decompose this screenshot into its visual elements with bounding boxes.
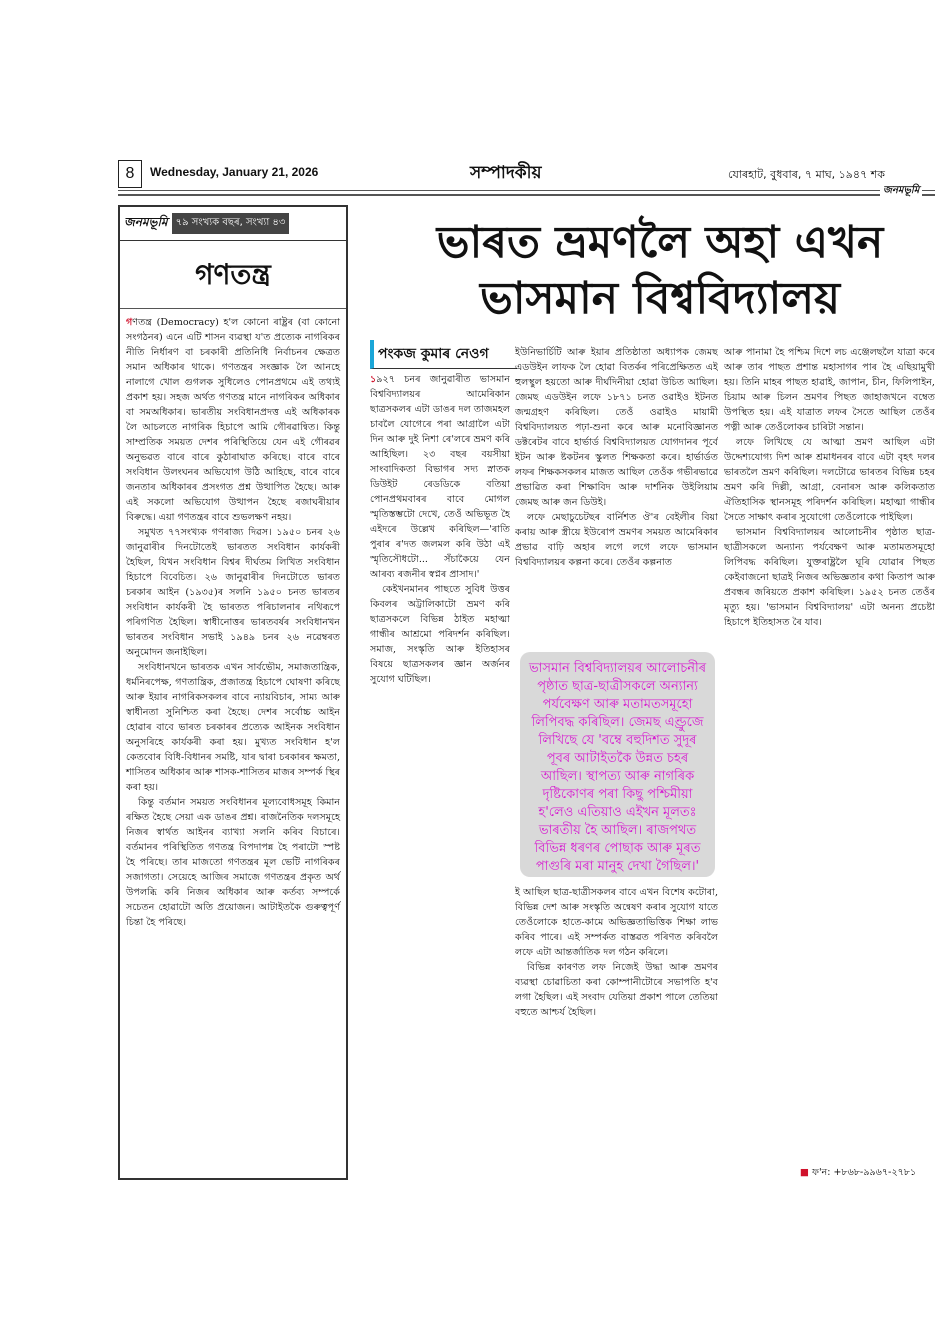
section-title: সম্পাদকীয় <box>470 163 542 183</box>
paragraph: সমুখত ৭৭সংখ্যক গণৰাজ্য দিৱস। ১৯৫০ চনৰ ২৬ জানুৱাৰীৰ দিনটোতেই ভাৰতত সংবিধান কাৰ্যকৰী হৈছিল, যিখন সংবিধান বিশ্বৰ দীৰ্ঘতম লিখিত সংবিধান হিচাপে বিবেচিত। ২৬ জানুৱাৰীৰ দিনটোতে ভাৰত চৰকাৰ আইন (১৯৩৫)ৰ সলনি ১৯৫০ চনত ভাৰতৰ সংবিধান কাৰ্যকৰী হৈ ভাৰতত পৰিচালনাৰ নথিৰূপে পৰিগণিত হৈছিল। স্বাধীনোত্তৰ ভাৰতবৰ্ষৰ সংবিধানখন ভাৰতৰ সংবিধান সভাই ১৯৪৯ চনৰ ২৬ নৱেম্বৰত অনুমোদন জনাইছিল। <box>126 527 340 658</box>
article-column-1 <box>370 372 510 1180</box>
paragraph: কিন্তু বৰ্তমান সময়ত সংবিধানৰ মূল্যবোধসমূহ কিমান ৰক্ষিত হৈছে সেয়া এক ডাঙৰ প্ৰশ্ন। ৰাজনৈতিক দলসমূহে নিজৰ স্বাৰ্থত আইনৰ ব্যাখ্যা সলনি কৰিব বিচাৰে। বৰ্তমানৰ পৰিস্থিতিত গণতন্ত্ৰ বিপদাপন্ন হৈ পৰাটো স্পষ্ট হৈ পৰিছে। তাৰ মাজতো গণতন্ত্ৰৰ মূল ভেটি নাগৰিকৰ সজাগতা। সেয়েহে আজিৰ সমাজে গণতন্ত্ৰৰ প্ৰকৃত অৰ্থ উপলব্ধি কৰি নিজৰ অধিকাৰ আৰু কৰ্তব্য সম্পৰ্কে সচেতন হোৱাটো অতি প্ৰয়োজন। আটাইতকৈ গুৰুত্বপূৰ্ণ চিন্তা হৈ পৰিছে। <box>126 797 340 928</box>
article-column-2-top <box>515 345 718 650</box>
pull-quote: ভাসমান বিশ্ববিদ্যালয়ৰ আলোচনীৰ পৃষ্ঠাত ছাত্ৰ-ছাত্ৰীসকলে অন্যান্য পৰ্যবেক্ষণ আৰু মতামতসমূহো লিপিবদ্ধ কৰিছিল। জেমছ এণ্ড্ৰুজে লিখিছে যে 'বম্বে বহুদিশত সুদূৰ পূবৰ আটাইতকৈ উন্নত চহৰ আছিল। স্থাপত্য আৰু নাগৰিক দৃষ্টিকোণৰ পৰা কিছু পশ্চিমীয়া হ'লেও এতিয়াও এইখন মূলতঃ ভাৰতীয় হৈ আছিল। ৰাজপথত বিভিন্ন ধৰণৰ পোছাক আৰু মূৰত পাগুৰি মৰা মানুহ দেখা গৈছিল।' <box>520 652 715 877</box>
author-contact <box>800 1166 916 1181</box>
paragraph: ই আছিল ছাত্ৰ-ছাত্ৰীসকলৰ বাবে এখন বিশেষ কটোৰা, বিভিন্ন দেশ আৰু সংস্কৃতি অন্বেষণ কৰাৰ সুযোগ যাতে তেওঁলোকে হাতে-কামে অভিজ্ঞতাভিত্তিক শিক্ষা লাভ কৰিব পাৰে। এই সম্পৰ্কত বাস্তৱত পৰিণত কৰিবলৈ লফে এটা আন্তৰ্জাতিক দল গঠন কৰিলে। <box>515 887 718 958</box>
paragraph: বিভিন্ন কাৰণত লফ নিজেই উদ্ধা আৰু ভ্ৰমণৰ ব্যৱস্থা চোৱাচিতা কৰা কোম্পানীটোৰে সভাপতি হ'ব লগা হৈছিল। এই সংবাদ যেতিয়া প্ৰকাশ পালে তেতিয়া বহুতে আশ্চৰ্য হৈছিল। <box>515 962 718 1018</box>
paragraph: কেইখনমানৰ পাছতে সুবিধ উত্তৰ কিবলৰ অট্টালিকাটো ভ্ৰমণ কৰি ছাত্ৰসকলে বিভিন্ন ঠাইত মহাত্মা গান্ধীৰ আশ্ৰমো পৰিদৰ্শন কৰিছিল। সমাজ, সংস্কৃতি আৰু ইতিহাসৰ বিষয়ে ছাত্ৰসকলৰ জ্ঞান অৰ্জনৰ সুযোগ ঘটিছিল। <box>370 584 510 685</box>
brand-logo: জনমভূমি <box>880 183 922 200</box>
editorial-body <box>120 315 346 1175</box>
drop-cap: গ <box>126 317 133 328</box>
drop-cap: ১ <box>370 374 377 385</box>
contact-phone: ফ'ন: +৮৬৮-৯৯৬৭-২৭৮১ <box>812 1167 917 1178</box>
article-headline: ভাৰত ভ্ৰমণলৈ অহা এখন ভাসমান বিশ্ববিদ্যালয় <box>436 217 884 324</box>
editorial-title: গণতন্ত্র <box>120 253 346 309</box>
editorial-box <box>118 205 348 1180</box>
square-bullet-icon: ■ <box>800 1167 812 1178</box>
editorial-masthead <box>120 207 346 241</box>
article-column-3 <box>724 345 935 1160</box>
paragraph <box>126 315 340 525</box>
page-number: 8 <box>118 160 142 188</box>
brand-logo: জনমভূমি <box>124 214 168 229</box>
paragraph: আৰু পানামা হৈ পশ্চিম দিশে লচ এঞ্জেলছলৈ যাত্ৰা কৰে আৰু তাৰ পাছত প্ৰশান্ত মহাসাগৰ পাৰ হৈ এছিয়ামুখী হয়। তিনি মাহৰ পাছত হাৱাই, জাপান, চীন, ফিলিপাইন, চিয়াম আৰু চিলন ভ্ৰমণৰ পিছত জাহাজখনে বম্বেত উপস্থিত হয়। এই যাত্ৰাত লফৰ সৈতে আছিল তেওঁৰ পত্নী আৰু তেওঁলোকৰ চাৰিটা সন্তান। <box>724 347 935 433</box>
local-date: যোৰহাট, বুধবাৰ, ৭ মাঘ, ১৯৪৭ শক <box>728 168 885 181</box>
issue-date: Wednesday, January 21, 2026 <box>150 165 319 179</box>
header-rule <box>118 190 935 196</box>
author-byline: পংকজ কুমাৰ নেওগ <box>370 340 517 369</box>
paragraph: লফে মেছাচুচেটছৰ বাৰ্নিশত ঔ'ৰ বেইলীৰ বিয়া কৰায় আৰু স্ত্ৰীয়ে ইউৰোপ ভ্ৰমণৰ সময়ত আমেৰিকাৰ প্ৰভাৱ বাঢ়ি অহাৰ লগে লগে লফে ভাসমান বিশ্ববিদ্যালয়ৰ কল্পনা কৰে। তেওঁৰ কল্পনাত <box>515 512 718 568</box>
issue-number: ৭৯ সংখ্যক বছৰ, সংখ্যা ৪৩ <box>172 213 290 234</box>
paragraph: ভাসমান বিশ্ববিদ্যালয়ৰ আলোচনীৰ পৃষ্ঠাত ছাত্ৰ-ছাত্ৰীসকলে অন্যান্য পৰ্যবেক্ষণ আৰু মতামতসমূহো লিপিবদ্ধ কৰিছিল। যুক্তৰাষ্ট্ৰলৈ ঘূৰি যোৱাৰ পিছত কেইবাজনো ছাত্ৰই নিজৰ অভিজ্ঞতাৰ কথা কিতাপ আৰু প্ৰবন্ধৰ জৰিয়তে প্ৰকাশ কৰিছিল। ১৯৫২ চনত তেওঁৰ মৃত্যু হয়। 'ভাসমান বিশ্ববিদ্যালয়' এটা অনন্য প্ৰচেষ্টা হিচাপে ইতিহাসত ৰৈ যাব। <box>724 527 935 628</box>
paragraph: লফে লিখিছে যে আত্মা ভ্ৰমণ আছিল এটা উদ্দেশ্যযোগ্য দিশ আৰু শ্ৰমাধনৰৰ বাবে এটা বৃহৎ দলৰ ভাৰতলৈ ভ্ৰমণ কৰিছিল। দলটোৱে ভাৰতৰ বিভিন্ন চহৰ ভ্ৰমণ কৰি দিল্লী, আগ্ৰা, বেনাৰস আৰু কলিকতাত ঐতিহাসিক স্থানসমূহ পৰিদৰ্শন কৰিছিল। মহাত্মা গান্ধীৰ সৈতে সাক্ষাৎ কৰাৰ সুযোগো তেওঁলোকে পাইছিল। <box>724 437 935 523</box>
paragraph <box>370 372 510 582</box>
paragraph-text: ণতন্ত্র (Democracy) হ'ল কোনো ৰাষ্ট্ৰৰ (বা কোনো সংগঠনৰ) এনে এটি শাসন ব্যৱস্থা য'ত প্ৰত্যেক নাগৰিকৰ নীতি নিৰ্ধাৰণ বা চৰকাৰী প্ৰতিনিধি নিৰ্বাচনৰ ক্ষেত্ৰত সমান অধিকাৰ থাকে। গণতন্ত্ৰৰ সংজ্ঞাক লৈ আনহে নালাগে খোল গুগলক সুধিলেও পোনপ্ৰথমে এই তথ্যই প্ৰকাশ হয়। সহজ অৰ্থত গণতন্ত্ৰ মানে নাগৰিকৰ অধিকাৰ বা সমঅধিকাৰ। ভাৰতীয় সংবিধানপ্ৰদত্ত এই অধিকাৰক লৈ আচলতে নাগৰিক হিচাপে আমি গৌৰৱান্বিত। কিন্তু সাম্প্ৰতিক সময়ত দেশৰ পৰিস্থিতিয়ে যেন এই গৌৰৱৰ অনুভৱত বাৰে বাৰে কুঠাৰাঘাত কৰিছে। বাৰে বাৰে সংবিধান উলংঘনৰ অভিযোগ উঠি আহিছে, বাৰে বাৰে জনতাৰ অধিকাৰৰ প্ৰসংগত প্ৰশ্ন উত্থাপিত হৈছে। আৰু এই সকলো অভিযোগ উত্থাপন হৈছে ৰজাঘৰীয়াৰ বিৰুদ্ধে। এয়া গণতন্ত্ৰৰ বাবে শুভলক্ষণ নহয়। <box>126 317 340 523</box>
article-column-2-bottom <box>515 885 718 1180</box>
paragraph: সংবিধানখনে ভাৰতক এখন সাৰ্বভৌম, সমাজতান্ত্ৰিক, ধৰ্মনিৰপেক্ষ, গণতান্ত্ৰিক, প্ৰজাতন্ত্ৰ হিচাপে ঘোষণা কৰিছে আৰু ইয়াৰ নাগৰিকসকলৰ বাবে ন্যায়বিচাৰ, সাম্য আৰু স্বাধীনতা সুনিশ্চিত কৰা হৈছে। দেশৰ সৰ্বোচ্চ আইন হোৱাৰ বাবে ভাৰত চৰকাৰৰ প্ৰত্যেক আইনক সংবিধান অনুসৰিহে কাৰ্যকৰী কৰা হয়। মুখ্যত সংবিধান হ'ল কেতবোৰ বিধি-বিধানৰ সমষ্টি, যাৰ দ্বাৰা চৰকাৰৰ ক্ষমতা, শাসিতৰ অধিকাৰ আৰু শাসক-শাসিতৰ মাজৰ সম্পৰ্ক স্থিৰ কৰা হয়। <box>126 662 340 793</box>
paragraph: ইউনিভাৰ্চিটি আৰু ইয়াৰ প্ৰতিষ্ঠাতা অধ্যাপক জেমছ এডউইন লাফক লৈ হোৱা বিতৰ্কৰ পৰিপ্ৰেক্ষিতত এই হুলস্থুল হয়তো আৰু দীৰ্ঘদিনীয়া হোৱা উচিত আছিল। জেমছ এডউইন লফে ১৮৭১ চনত ওৱাইও ইটনত জন্মগ্ৰহণ কৰিছিল। তেওঁ ওৱাইও মায়ামী বিশ্ববিদ্যালয়ত পঢ়া-শুনা কৰে আৰু মনোবিজ্ঞানত ডক্টৰেটৰ বাবে হাৰ্ভাৰ্ড বিশ্ববিদ্যালয়ত যোগদানৰ পূৰ্বে ইটন আৰু ষ্টকটনৰ স্কুলত শিক্ষকতা কৰে। হাৰ্ভাৰ্ডত লফৰ শিক্ষকসকলৰ মাজত আছিল তেওঁক গভীৰভাৱে প্ৰভাৱিত কৰা শিক্ষাবিদ আৰু দাৰ্শনিক উইলিয়াম জেমছ আৰু জন ডিউই। <box>515 347 718 508</box>
paragraph-text: ৯২৭ চনৰ জানুৱাৰীত ভাসমান বিশ্ববিদ্যালয়ৰ আমেৰিকান ছাত্ৰসকলৰ এটা ডাঙৰ দল তাজমহল চাবলৈ যোগেৰে পৰা আগ্ৰালৈ এটা দিন আৰু দুই নিশা ৰে'লৰে ভ্ৰমণ কৰি আহিছিল। ২৩ বছৰ বয়সীয়া সাংবাদিকতা বিভাগৰ সদ্য স্নাতক ডিউইট ৰেডডিকে বতিয়া পোনপ্ৰথমবাৰৰ বাবে মোগল স্মৃতিস্তম্ভটো দেখে, তেওঁ অভিভূত হৈ এইদৰে উল্লেখ কৰিছিল—'ৰাতি পুৰাৰ ৰ'দত জলমল কৰি উঠা এই স্মৃতিসৌধটো... সঁচাকৈয়ে যেন আৰব্য ৰজনীৰ স্বপ্নৰ প্ৰাসাদ।' <box>370 374 510 580</box>
